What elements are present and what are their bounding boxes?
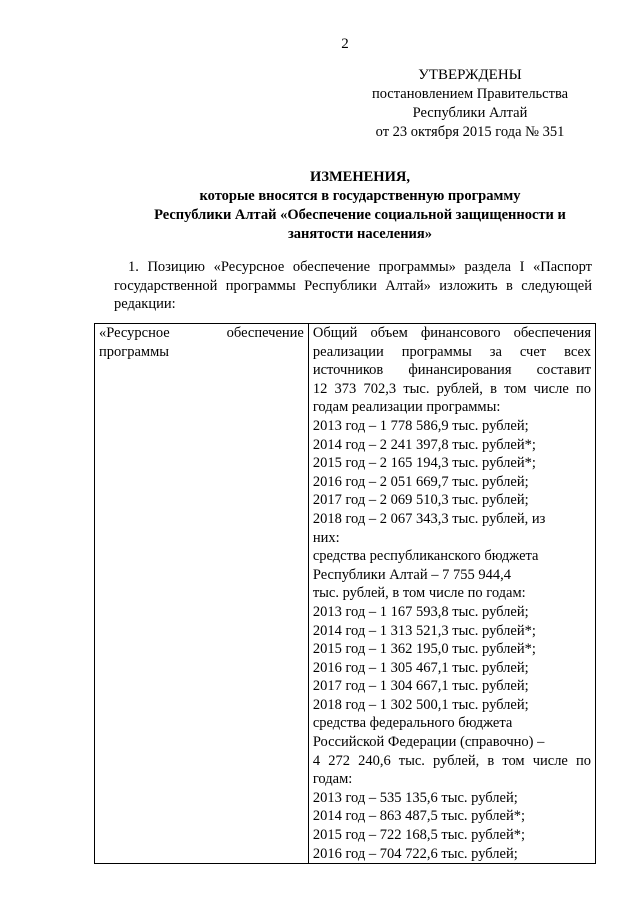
resource-line: 2014 год – 863 487,5 тыс. рублей*; (312, 808, 525, 825)
title-line-4: занятости населения» (287, 226, 433, 242)
resource-line: них: (312, 529, 340, 546)
approval-heading: УТВЕРЖДЕНЫ (418, 67, 522, 83)
resource-line: годам: (312, 771, 353, 788)
resource-line: 2016 год – 2 051 669,7 тыс. рублей; (312, 473, 529, 490)
resource-line: средства республиканского бюджета (312, 548, 539, 565)
resource-line: средства федерального бюджета (312, 715, 513, 732)
resource-line: 12 373 702,3 тыс. рублей, в том числе по (312, 380, 591, 397)
resource-line: 2016 год – 704 722,6 тыс. рублей; (312, 845, 518, 862)
resource-line: 2015 год – 722 168,5 тыс. рублей*; (312, 827, 525, 844)
resource-line: 2017 год – 2 069 510,3 тыс. рублей; (312, 492, 529, 509)
approval-line-2: Республики Алтай (412, 105, 528, 121)
resource-line: годам реализации программы: (312, 399, 501, 416)
approval-line-3: от 23 октября 2015 года № 351 (375, 124, 565, 140)
resource-table (94, 323, 596, 864)
resource-line: тыс. рублей, в том числе по годам: (312, 585, 526, 602)
resource-line: 2016 год – 1 305 467,1 тыс. рублей; (312, 659, 529, 676)
resource-line: 2018 год – 2 067 343,3 тыс. рублей, из (312, 510, 546, 527)
resource-line: Российской Федерации (справочно) – (312, 734, 545, 751)
resource-line: 2015 год – 1 362 195,0 тыс. рублей*; (312, 641, 536, 658)
table-row (95, 324, 596, 864)
approval-block (340, 66, 600, 142)
resource-line: 2013 год – 1 778 586,9 тыс. рублей; (312, 417, 529, 434)
title-line-2: которые вносятся в государственную программу (199, 188, 521, 204)
resource-line: Общий объем финансового обеспечения (312, 325, 591, 341)
resource-value-cell (308, 324, 595, 864)
title-line-3: Республики Алтай «Обеспечение социальной защищенности и (154, 207, 566, 223)
resource-line: 4 272 240,6 тыс. рублей, в том числе по (312, 752, 591, 769)
resource-line: Республики Алтай – 7 755 944,4 (312, 566, 512, 583)
resource-line: 2013 год – 1 167 593,8 тыс. рублей; (312, 603, 529, 620)
intro-paragraph: 1. Позицию «Ресурсное обеспечение программы» раздела I «Паспорт государственной программы Республики Алтай» изложить в следующей редакции: (114, 259, 592, 312)
resource-line: 2014 год – 1 313 521,3 тыс. рублей*; (312, 622, 536, 639)
resource-line: 2014 год – 2 241 397,8 тыс. рублей*; (312, 436, 536, 453)
resource-line: реализации программы за счет всех (312, 343, 591, 360)
resource-label-cell (95, 324, 309, 864)
page-number: 2 (341, 36, 349, 52)
approval-line-1: постановлением Правительства (371, 86, 569, 102)
resource-line: 2015 год – 2 165 194,3 тыс. рублей*; (312, 455, 536, 472)
resource-line: источников финансирования составит (312, 362, 591, 379)
resource-line: 2017 год – 1 304 667,1 тыс. рублей; (312, 678, 529, 695)
title-line-1: ИЗМЕНЕНИЯ, (310, 169, 410, 185)
resource-line: 2018 год – 1 302 500,1 тыс. рублей; (312, 696, 529, 713)
resource-label: «Ресурсное обеспечение программы (99, 325, 304, 360)
document-title (90, 168, 630, 244)
resource-line: 2013 год – 535 135,6 тыс. рублей; (312, 789, 518, 806)
